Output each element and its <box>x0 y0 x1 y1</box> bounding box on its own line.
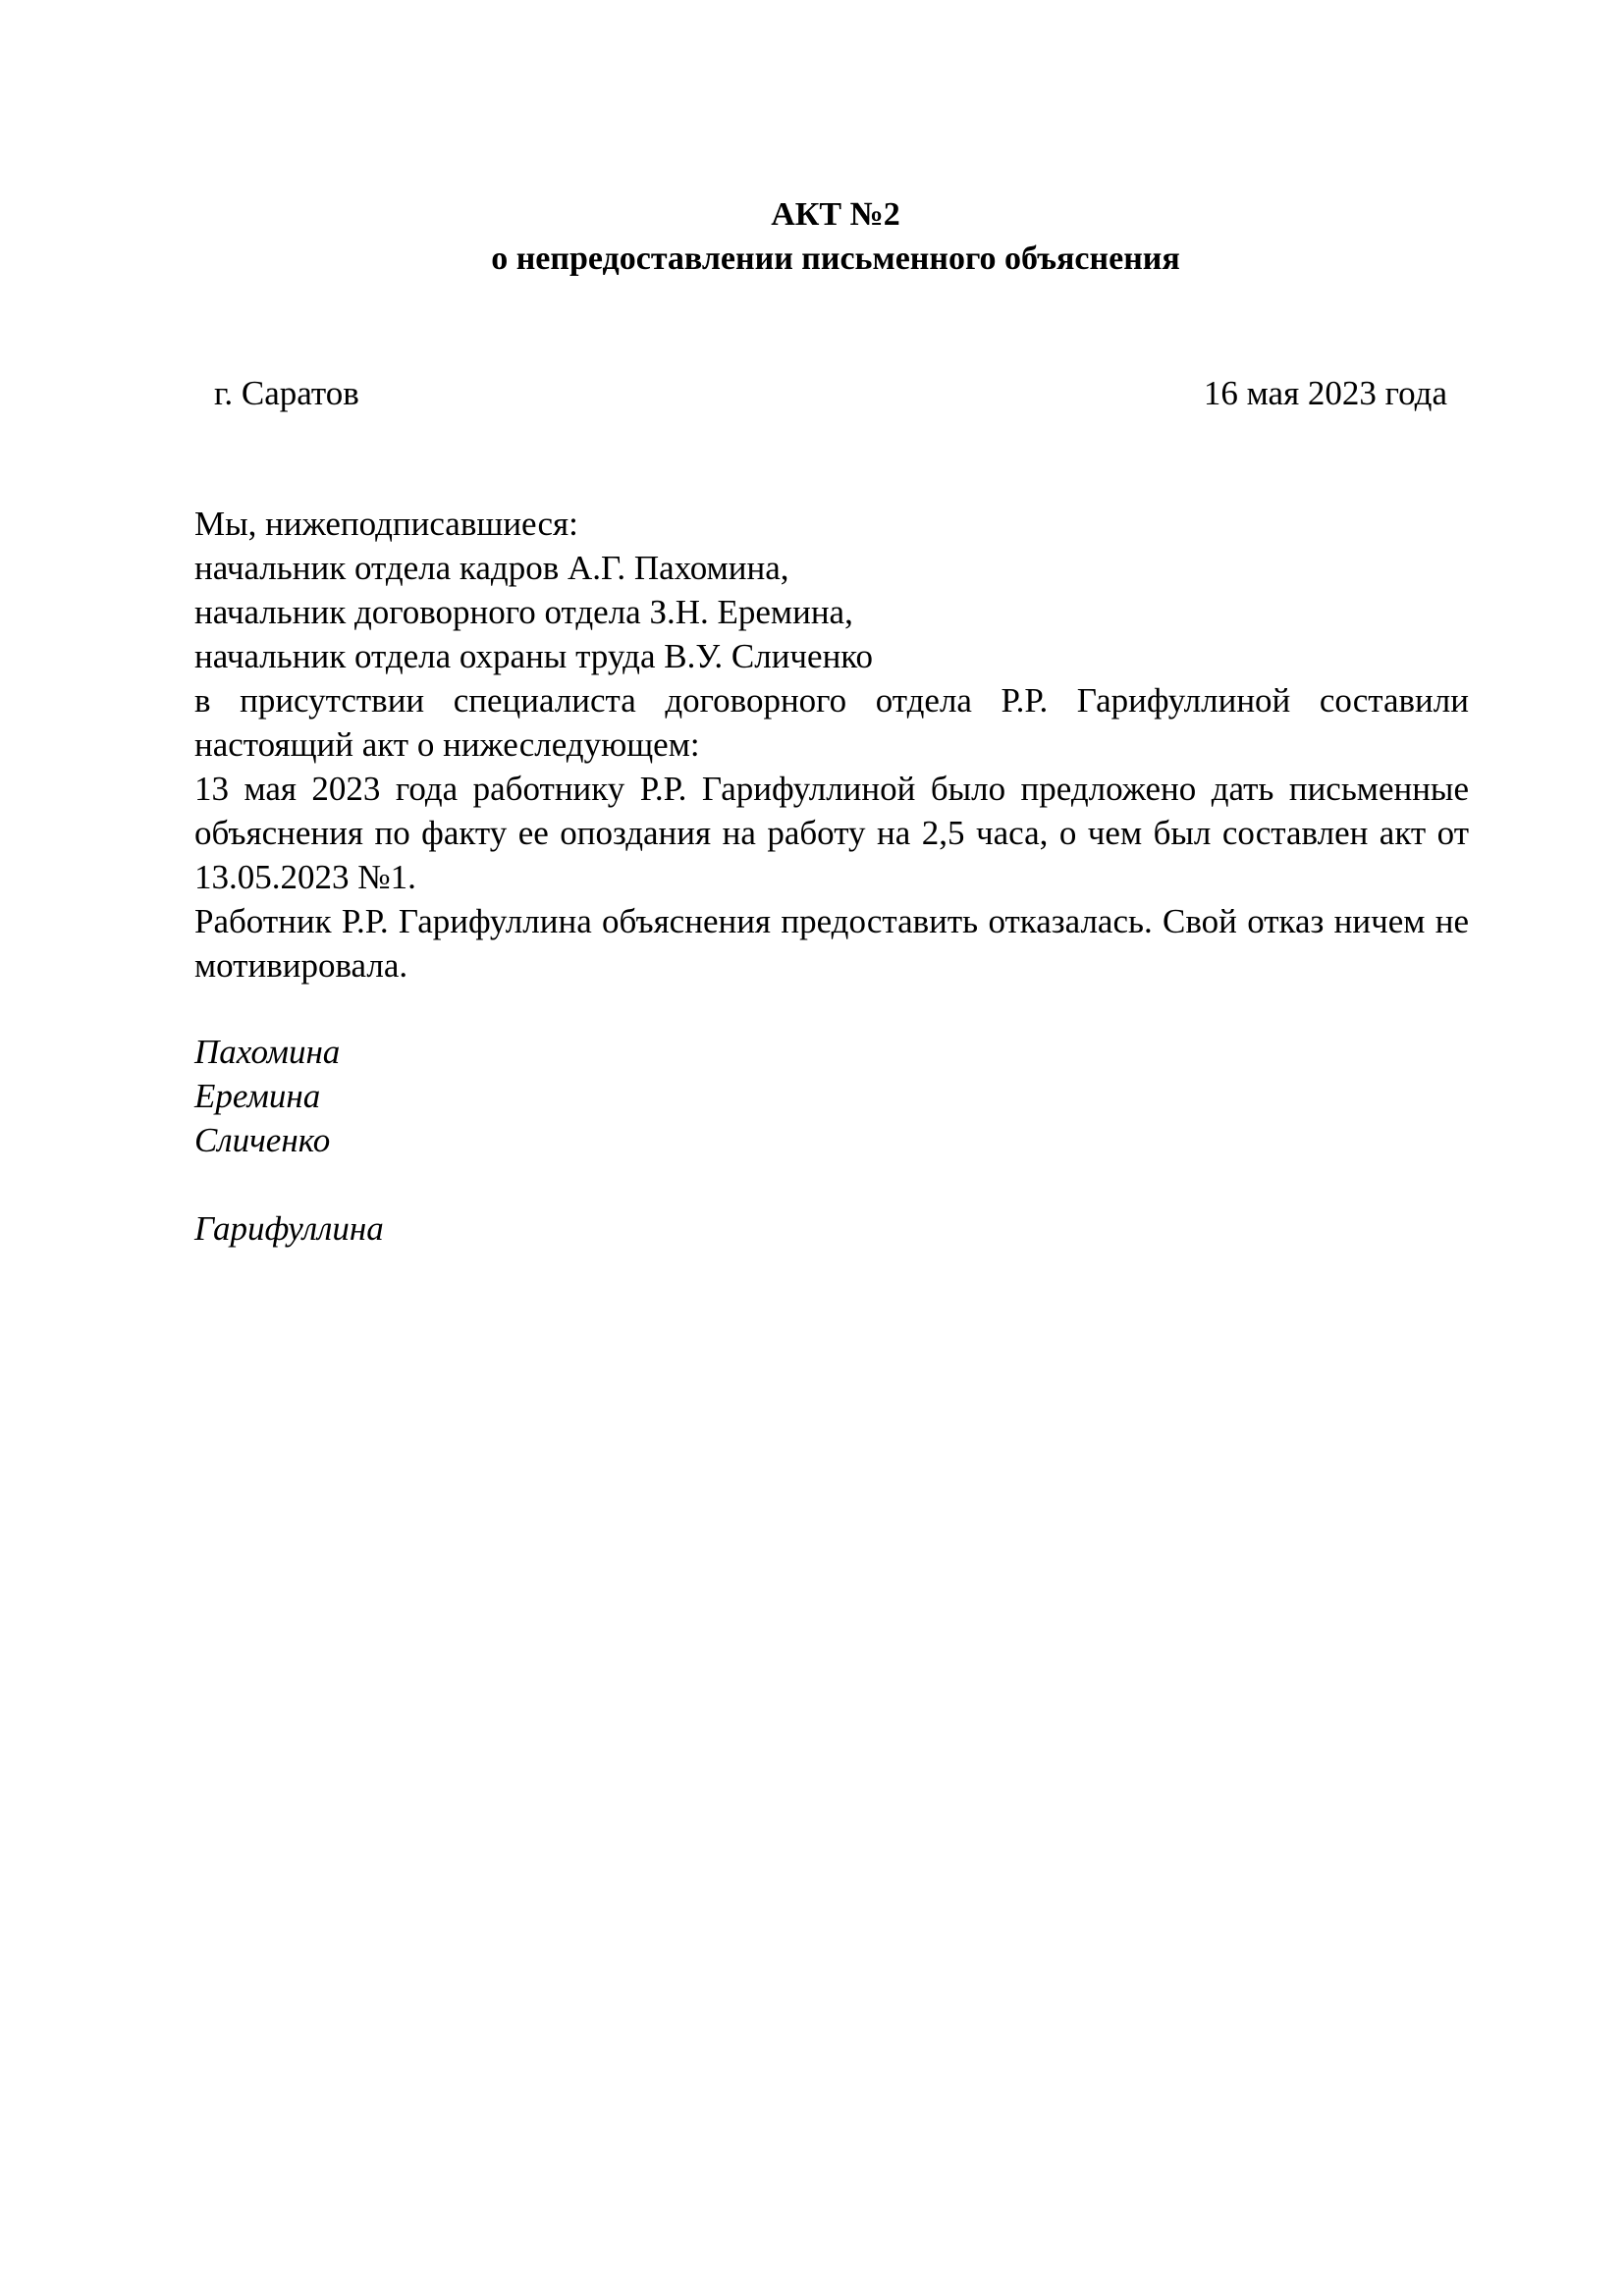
signature-commission: Пахомина <box>194 1033 341 1071</box>
intro-line: начальник договорного отдела З.Н. Еремина, <box>194 593 853 631</box>
intro-line: начальник отдела охраны труда В.У. Сличенко <box>194 637 874 675</box>
document-city: г. Саратов <box>214 374 359 412</box>
paragraph-event: 13 мая 2023 года работнику Р.Р. Гарифуллиной было предложено дать письменные объяснения по факту ее опоздания на работу на 2,5 часа, о чем был составлен акт от 13.05.2023 №1. <box>194 770 1469 896</box>
paragraph-refusal: Работник Р.Р. Гарифуллина объяснения предоставить отказалась. Свой отказ ничем не мотивировала. <box>194 902 1469 985</box>
document-title: АКТ №2 <box>771 196 900 233</box>
signatures-block <box>194 1030 384 1251</box>
intro-line: Мы, нижеподписавшиеся: <box>194 505 578 543</box>
document-header <box>0 192 1624 281</box>
document-date: 16 мая 2023 года <box>1203 374 1447 412</box>
document-body <box>194 502 1469 988</box>
signature-spacer <box>194 1162 384 1206</box>
paragraph-presence: в присутствии специалиста договорного отдела Р.Р. Гарифуллиной составили настоящий акт о нижеследующем: <box>194 681 1469 764</box>
intro-line: начальник отдела кадров А.Г. Пахомина, <box>194 549 789 587</box>
signature-commission: Еремина <box>194 1077 321 1115</box>
document-subtitle: о непредоставлении письменного объяснения <box>491 240 1180 277</box>
signature-commission: Сличенко <box>194 1121 331 1159</box>
signature-employee: Гарифуллина <box>194 1209 384 1248</box>
